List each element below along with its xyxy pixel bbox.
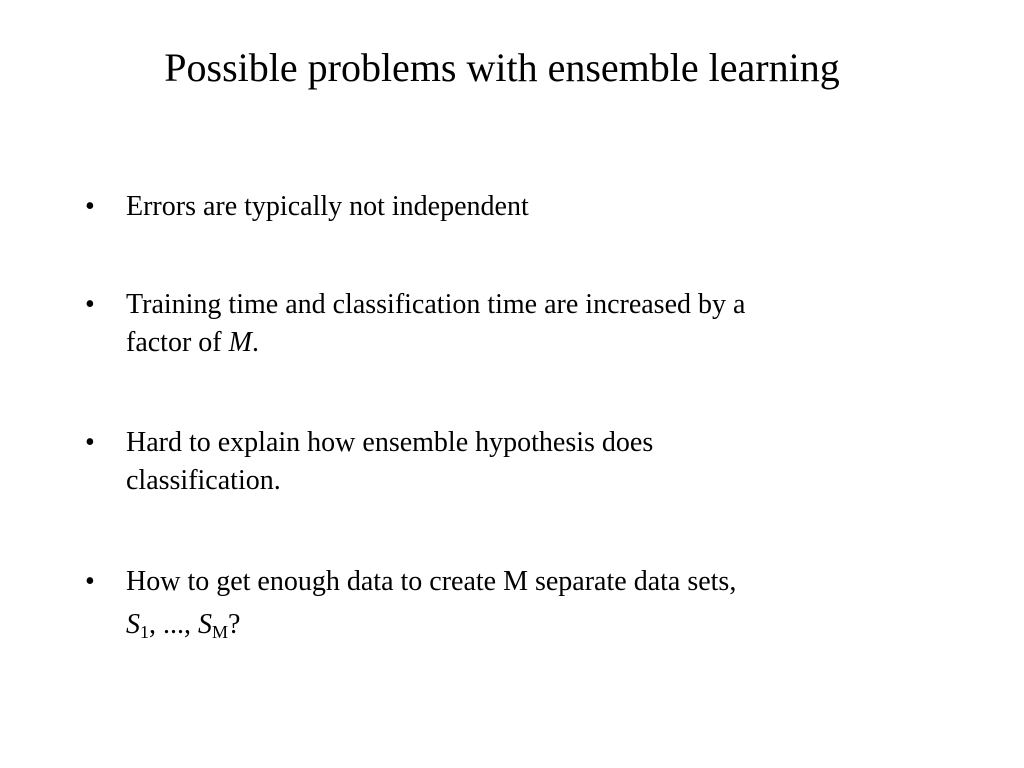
bullet-marker: • xyxy=(85,289,95,320)
bullet-marker: • xyxy=(85,191,95,222)
bullet-line: Errors are typically not independent xyxy=(126,191,529,222)
bullet-line: classification. xyxy=(126,465,281,496)
bullet-text-segment: ? xyxy=(228,609,241,640)
bullet-line: Training time and classification time are increased by a xyxy=(126,289,746,320)
italic-variable: S xyxy=(126,609,140,640)
bullet-line: Hard to explain how ensemble hypothesis does xyxy=(126,427,654,458)
subscript: M xyxy=(212,622,229,642)
subscript: 1 xyxy=(140,622,149,642)
bullet-marker: • xyxy=(85,427,95,458)
bullet-line xyxy=(126,324,916,362)
bullet-text xyxy=(126,188,916,226)
bullet-text-segment: factor of xyxy=(126,327,229,358)
italic-variable: M xyxy=(228,327,252,358)
bullet-text-segment: , ..., xyxy=(149,609,198,640)
bullet-text xyxy=(126,286,916,362)
bullet-text xyxy=(126,424,916,500)
bullet-line: How to get enough data to create M separate data sets, xyxy=(126,566,737,597)
bullet-marker: • xyxy=(85,566,95,597)
bullet-text-segment: . xyxy=(251,327,259,358)
italic-variable: S xyxy=(198,609,212,640)
bullet-text xyxy=(126,563,916,644)
dataset-notation xyxy=(126,606,916,644)
slide-title: Possible problems with ensemble learning xyxy=(164,45,840,90)
